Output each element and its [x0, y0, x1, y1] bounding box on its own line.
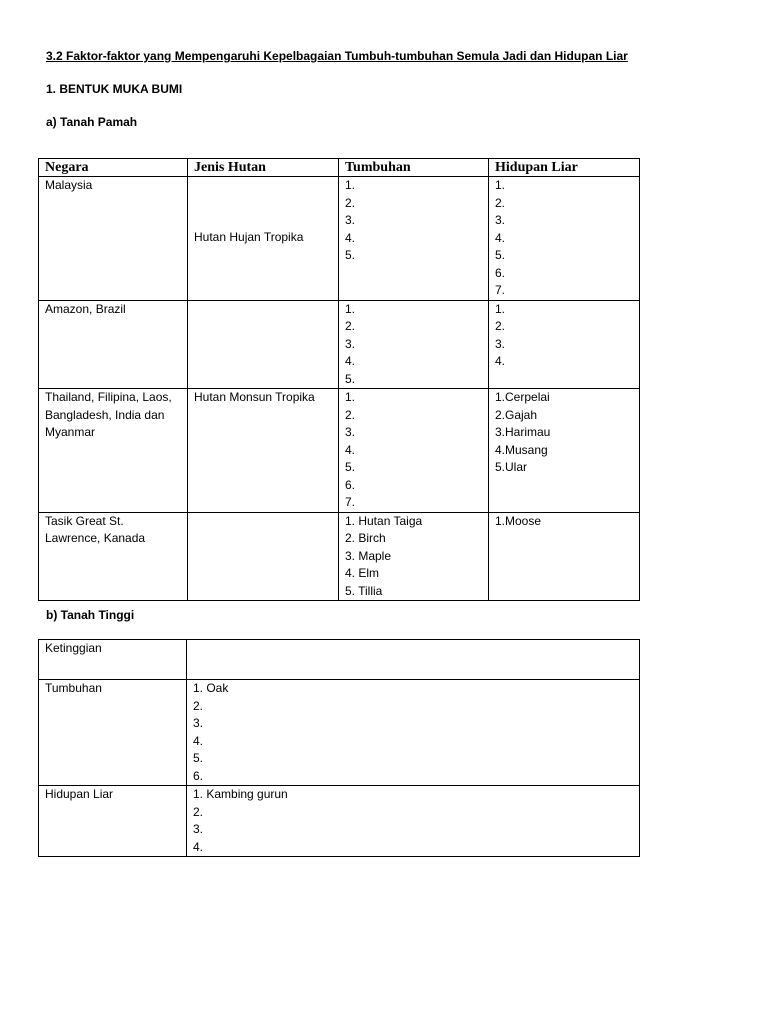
- list-item: 4.: [193, 839, 204, 854]
- table-row: [39, 680, 640, 786]
- country-cell: Amazon, Brazil: [39, 300, 188, 389]
- list-item: 7.: [345, 495, 356, 509]
- list-item: 4.: [345, 354, 356, 368]
- table-row: [39, 389, 640, 513]
- wildlife-cell: [489, 389, 640, 513]
- row-value-cell: [187, 786, 640, 857]
- table-row: [39, 177, 640, 301]
- list-item: 3. Maple: [345, 548, 392, 563]
- list-item: 3.: [345, 336, 356, 351]
- list-item: 1. Oak: [193, 681, 229, 695]
- list-item: 3.: [345, 213, 356, 227]
- row-label: Hidupan Liar: [39, 786, 187, 857]
- plants-cell: [339, 389, 489, 513]
- list-item: 4. Elm: [345, 566, 380, 580]
- forest-type-cell: Hutan Monsun Tropika: [188, 389, 339, 513]
- list-item: 4.: [193, 733, 204, 748]
- country-cell: Tasik Great St. Lawrence, Kanada: [39, 512, 188, 601]
- list-item: 6.: [495, 265, 506, 280]
- list-item: 1.Moose: [495, 513, 542, 528]
- table-row: [39, 786, 640, 857]
- list-item: 5.Ular: [495, 460, 528, 474]
- row-value-cell: [187, 640, 640, 680]
- row-label: Tumbuhan: [39, 680, 187, 786]
- wildlife-cell: [489, 177, 640, 301]
- row-label: Ketinggian: [39, 640, 187, 680]
- list-item: 2. Birch: [345, 531, 386, 545]
- list-item: 1.: [495, 178, 506, 192]
- forest-type-cell: Hutan Hujan Tropika: [188, 177, 339, 301]
- list-item: 1. Hutan Taiga: [345, 513, 423, 528]
- highland-heading: b) Tanah Tinggi: [46, 608, 135, 622]
- country-cell: Thailand, Filipina, Laos, Bangladesh, India dan Myanmar: [39, 389, 188, 513]
- list-item: 2.: [345, 319, 356, 333]
- list-item: 1.: [495, 301, 506, 316]
- list-item: 5.: [193, 751, 204, 765]
- list-item: 1. Kambing gurun: [193, 787, 288, 801]
- list-item: 5.: [345, 460, 356, 474]
- list-item: 1.: [345, 390, 356, 404]
- list-item: 1.Cerpelai: [495, 390, 550, 404]
- list-item: 2.Gajah: [495, 407, 538, 422]
- wildlife-cell: [489, 512, 640, 601]
- section-heading: 1. BENTUK MUKA BUMI: [46, 82, 183, 96]
- header-plants: Tumbuhan: [339, 159, 489, 177]
- table-row: [39, 640, 640, 680]
- wildlife-cell: [489, 300, 640, 389]
- row-value-cell: [187, 680, 640, 786]
- list-item: 4.: [495, 354, 506, 368]
- list-item: 2.: [193, 698, 204, 713]
- list-item: 5.: [345, 248, 356, 262]
- plants-cell: [339, 177, 489, 301]
- country-cell: Malaysia: [39, 177, 188, 301]
- list-item: 2.: [193, 804, 204, 819]
- list-item: 3.Harimau: [495, 425, 551, 439]
- list-item: 3.: [495, 336, 506, 351]
- list-item: 5.: [345, 371, 356, 386]
- list-item: 3.: [193, 822, 204, 836]
- forest-type-cell: [188, 512, 339, 601]
- highland-table: [38, 639, 640, 857]
- header-wildlife: Hidupan Liar: [489, 159, 640, 177]
- list-item: 5.: [495, 248, 506, 262]
- lowland-table: [38, 158, 640, 601]
- document-title: 3.2 Faktor-faktor yang Mempengaruhi Kepelbagaian Tumbuh-tumbuhan Semula Jadi dan Hidupan Liar: [46, 49, 628, 63]
- header-country: Negara: [39, 159, 188, 177]
- list-item: 3.: [345, 425, 356, 439]
- list-item: 4.: [495, 230, 506, 245]
- plants-cell: [339, 512, 489, 601]
- list-item: 6.: [345, 477, 356, 492]
- list-item: 2.: [495, 195, 506, 210]
- table-row: [39, 300, 640, 389]
- plants-cell: [339, 300, 489, 389]
- list-item: 5. Tillia: [345, 583, 383, 598]
- list-item: 2.: [345, 407, 356, 422]
- list-item: 1.: [345, 178, 356, 192]
- list-item: 4.: [345, 230, 356, 245]
- list-item: 2.: [495, 319, 506, 333]
- list-item: 4.Musang: [495, 442, 548, 457]
- list-item: 7.: [495, 283, 506, 297]
- list-item: 2.: [345, 195, 356, 210]
- list-item: 3.: [495, 213, 506, 227]
- table-row: [39, 512, 640, 601]
- header-forest-type: Jenis Hutan: [188, 159, 339, 177]
- table-header-row: [39, 159, 640, 177]
- list-item: 4.: [345, 442, 356, 457]
- list-item: 1.: [345, 301, 356, 316]
- lowland-heading: a) Tanah Pamah: [46, 115, 138, 129]
- list-item: 6.: [193, 768, 204, 783]
- forest-type-cell: [188, 300, 339, 389]
- list-item: 3.: [193, 716, 204, 730]
